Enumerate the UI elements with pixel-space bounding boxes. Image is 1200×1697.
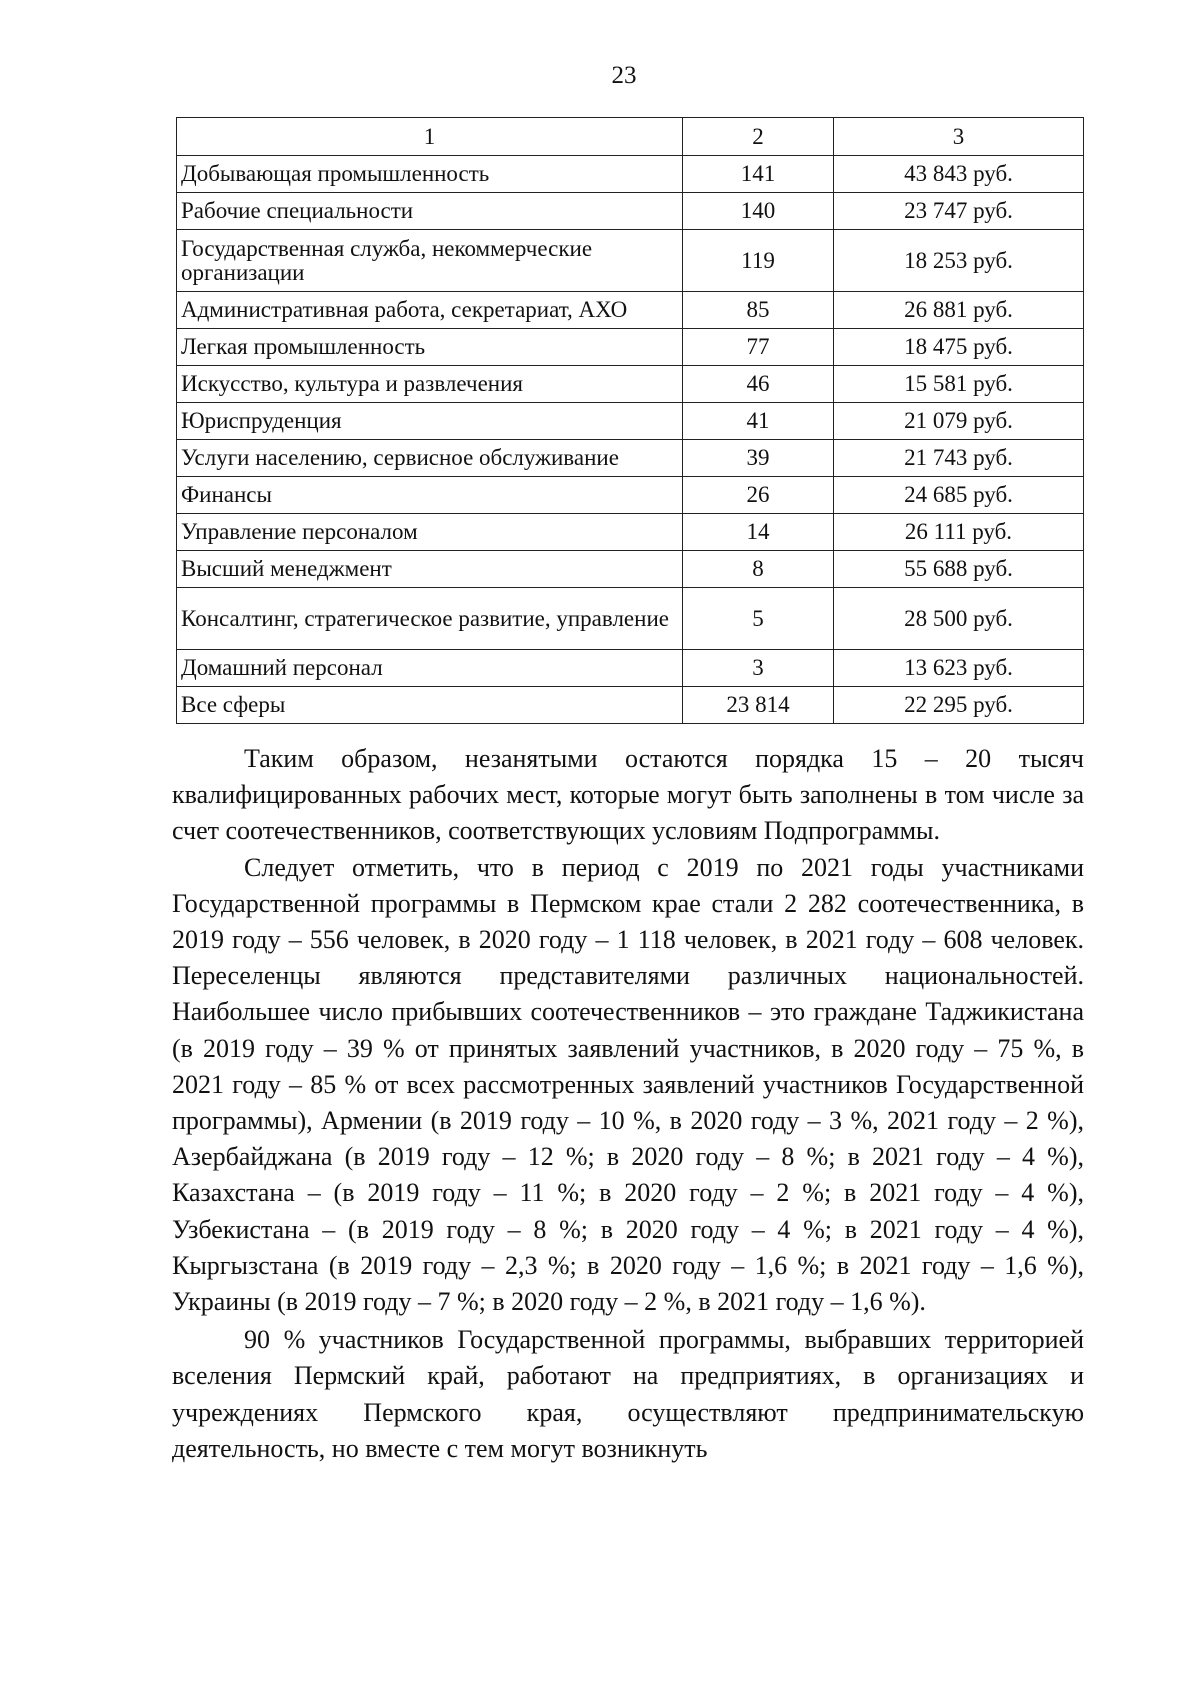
sphere-cell: Высший менеджмент [177,551,683,588]
sphere-cell: Государственная служба, некоммерческие организации [177,230,683,292]
salary-cell: 21 079 руб. [834,403,1084,440]
salary-cell: 43 843 руб. [834,156,1084,193]
sphere-cell: Добывающая промышленность [177,156,683,193]
count-cell: 141 [683,156,834,193]
sphere-cell: Домашний персонал [177,650,683,687]
salary-cell: 13 623 руб. [834,650,1084,687]
table-row [177,551,1084,588]
count-cell: 26 [683,477,834,514]
sphere-cell: Легкая промышленность [177,329,683,366]
table-row [177,650,1084,687]
count-cell: 77 [683,329,834,366]
table-header-cell: 3 [834,118,1084,156]
table-row [177,477,1084,514]
table-header-cell: 2 [683,118,834,156]
paragraph: Таким образом, незанятыми остаются порядка 15 – 20 тысяч квалифицированных рабочих мест, которые могут быть заполнены в том числе за счет соотечественников, соответствующих условиям Подпрограммы. [172,744,1084,846]
table-row [177,366,1084,403]
count-cell: 85 [683,292,834,329]
count-cell: 5 [683,588,834,650]
sphere-cell: Услуги населению, сервисное обслуживание [177,440,683,477]
count-cell: 14 [683,514,834,551]
count-cell: 119 [683,230,834,292]
salary-cell: 21 743 руб. [834,440,1084,477]
paragraph: Следует отметить, что в период с 2019 по 2021 годы участниками Государственной программы в Пермском крае стали 2 282 соотечественника, в 2019 году – 556 человек, в 2020 году – 1 118 человек, в 2021 году – 608 человек. Переселенцы являются представителями различных национальностей. Наибольшее число прибывших соотечественников – это граждане Таджикистана (в 2019 году – 39 % от принятых заявлений участников, в 2020 году – 75 %, в 2021 году – 85 % от всех рассмотренных заявлений участников Государственной программы), Армении (в 2019 году – 10 %, в 2020 году – 3 %, 2021 году – 2 %), Азербайджана (в 2019 году – 12 %; в 2020 году – 8 %; в 2021 году – 4 %), Казахстана – (в 2019 году – 11 %; в 2020 году – 2 %; в 2021 году – 4 %), Узбекистана – (в 2019 году – 8 %; в 2020 году – 4 %; в 2021 году – 4 %), Кыргызстана (в 2019 году – 2,3 %; в 2020 году – 1,6 %; в 2021 году – 1,6 %), Украины (в 2019 году – 7 %; в 2020 году – 2 %, в 2021 году – 1,6 %). [172,852,1084,1317]
sphere-cell: Юриспруденция [177,403,683,440]
count-cell: 8 [683,551,834,588]
body-text [172,741,1084,1467]
salary-cell: 23 747 руб. [834,193,1084,230]
salary-cell: 26 881 руб. [834,292,1084,329]
table-row [177,514,1084,551]
table-row [177,588,1084,650]
salary-cell: 18 475 руб. [834,329,1084,366]
table-row [177,156,1084,193]
sphere-cell: Административная работа, секретариат, АХО [177,292,683,329]
sphere-cell: Искусство, культура и развлечения [177,366,683,403]
salary-cell: 28 500 руб. [834,588,1084,650]
sphere-cell: Финансы [177,477,683,514]
table-header-cell: 1 [177,118,683,156]
count-cell: 39 [683,440,834,477]
salary-cell: 15 581 руб. [834,366,1084,403]
table-row [177,440,1084,477]
salary-cell: 55 688 руб. [834,551,1084,588]
table-row [177,292,1084,329]
count-cell: 46 [683,366,834,403]
salary-cell: 24 685 руб. [834,477,1084,514]
table-row [177,403,1084,440]
table-row [177,329,1084,366]
sphere-cell: Рабочие специальности [177,193,683,230]
sphere-cell: Управление персоналом [177,514,683,551]
count-cell: 23 814 [683,687,834,724]
salary-cell: 18 253 руб. [834,230,1084,292]
professional-spheres-table [176,117,1084,724]
salary-cell: 22 295 руб. [834,687,1084,724]
table-total-row [177,687,1084,724]
table-row [177,193,1084,230]
table-row [177,230,1084,292]
sphere-cell: Все сферы [177,687,683,724]
page-number: 23 [611,62,637,89]
paragraph: 90 % участников Государственной программы, выбравших территорией вселения Пермский край, работают на предприятиях, в организациях и учреждениях Пермского края, осуществляют предпринимательскую деятельность, но вместе с тем могут возникнуть [172,1325,1084,1463]
table-header-row [177,118,1084,156]
count-cell: 3 [683,650,834,687]
count-cell: 41 [683,403,834,440]
salary-cell: 26 111 руб. [834,514,1084,551]
sphere-cell: Консалтинг, стратегическое развитие, управление [177,588,683,650]
count-cell: 140 [683,193,834,230]
